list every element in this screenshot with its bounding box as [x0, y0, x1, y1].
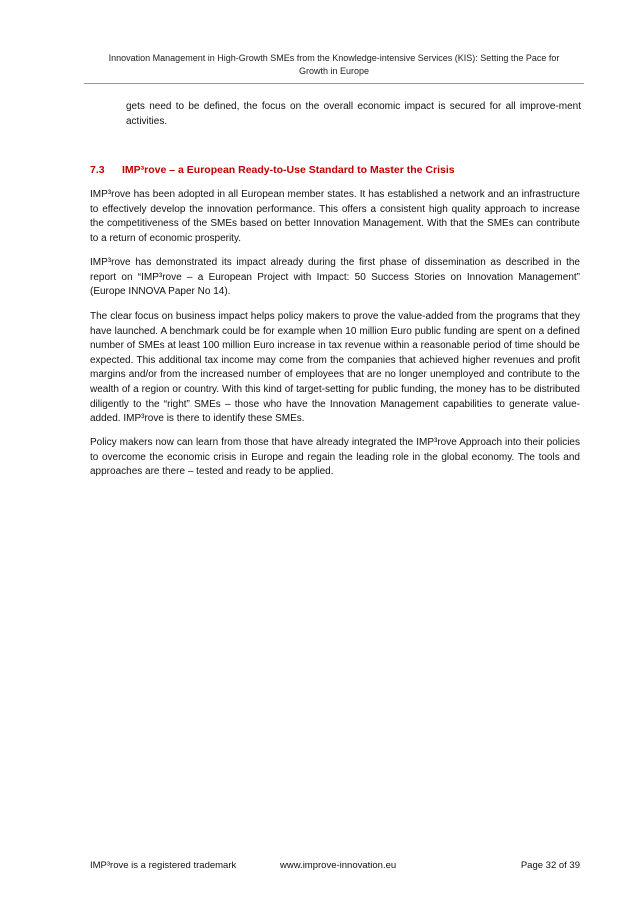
header-divider: [84, 83, 584, 84]
paragraph-adoption: IMP³rove has been adopted in all European member states. It has established a network and an infrastructure to effectively develop the innovation performance. This offers a consistent high quality approach to increase the competitiveness of the SMEs based on better Innovation Management. With that the SMEs can contribute to a return of economic prosperity.: [90, 189, 580, 244]
footer-trademark: IMP³rove is a registered trademark: [90, 860, 237, 871]
header-title-line2: Growth in Europe: [298, 65, 370, 76]
section-heading: [90, 164, 580, 176]
paragraph-policy-value: The clear focus on business impact helps policy makers to prove the value-added from the programs that they have launched. A benchmark could be for example when 10 million Euro public funding are spent on a defined number of SMEs at least 100 million Euro increase in tax revenue within a reasonable period of time should be expected. This additional tax income may come from the companies that achieved higher revenues and profit margins and/or from the increased number of employees that are no longer unemployed and contribute to the wealth of a region or country. With this kind of target-setting for public funding, the money has to be distributed diligently to the “right” SMEs – those who have the Innovation Management capabilities to generate value-added. IMP³rove is there to identify these SMEs.: [90, 311, 580, 425]
paragraph-conclusion: Policy makers now can learn from those that have already integrated the IMP³rove Approach into their policies to overcome the economic crisis in Europe and regain the leading role in the global economy. The tools and approaches are there – tested and ready to be applied.: [90, 437, 580, 478]
intro-continuation: gets need to be defined, the focus on the overall economic impact is secured for all improve-ment activities.: [126, 101, 581, 127]
section-title-text: IMP³rove – a European Ready-to-Use Standard to Master the Crisis: [122, 164, 455, 176]
section-number: 7.3: [90, 164, 105, 176]
header-title-line1: Innovation Management in High-Growth SMEs from the Knowledge-intensive Services (KIS): Setting the Pace for: [108, 53, 560, 63]
footer-website-link[interactable]: www.improve-innovation.eu: [280, 860, 397, 871]
page-footer: [90, 860, 580, 874]
paragraph-impact: IMP³rove has demonstrated its impact already during the first phase of dissemination as described in the report on “IMP³rove – a European Project with Impact: 50 Success Stories on Innovation Management” (Europe INNOVA Paper No 14).: [90, 257, 580, 298]
footer-page-number: Page 32 of 39: [520, 860, 580, 871]
page-header: [84, 52, 584, 77]
